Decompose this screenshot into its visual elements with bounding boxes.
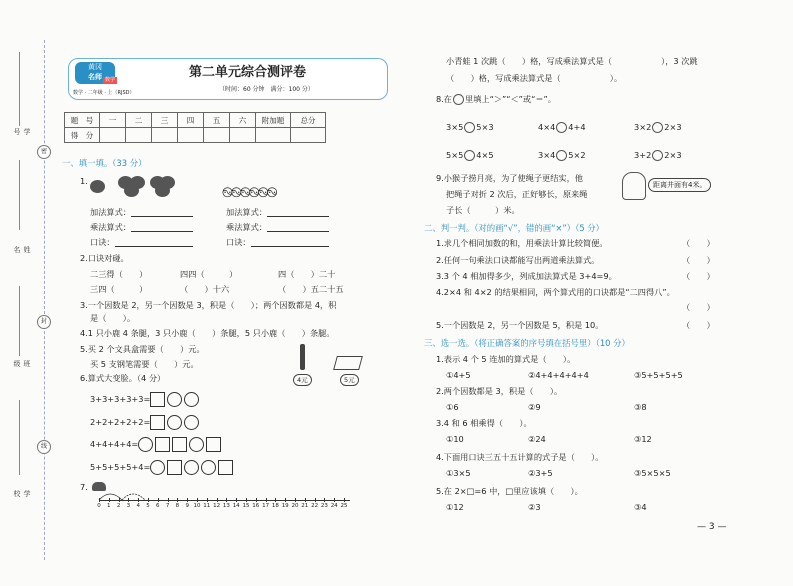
q7-continue-line2: （ ）格，写成乘法算式是（ ）。 [446,73,623,83]
ruler-tick [256,498,257,502]
ruler-label: 22 [311,503,319,509]
score-input[interactable] [256,128,291,143]
q5-line2: 买 5 支钢笔需要（ ）元。 [90,359,199,369]
score-input[interactable] [204,128,230,143]
score-cell: 得 分 [65,128,100,143]
seal-dashed-line [44,40,45,560]
score-cell: 题 号 [65,113,100,128]
q8-title-b: 里填上“＞”“＜”或“＝”。 [465,94,556,104]
q8-item [538,150,586,161]
binding-line [19,400,20,475]
score-input[interactable] [230,128,256,143]
ruler-tick [305,498,306,502]
q8-left: 4×4 [538,122,556,132]
ruler-label: 5 [146,503,150,509]
ruler-label: 17 [262,503,270,509]
ruler-tick [177,498,178,502]
q1-add-row-b [226,207,329,217]
compare-circle[interactable] [652,122,663,133]
choice-question: 4.下面用口诀三五十五计算的式子是（ ）。 [436,452,604,462]
choice-option[interactable]: ③4 [634,502,647,512]
score-value-row [65,128,326,143]
ruler-tick [295,498,296,502]
ruler-label: 12 [213,503,221,509]
ruler-label: 14 [232,503,240,509]
q1-add-label: 加法算式： [90,207,131,217]
brand-main: 名师 [88,73,102,81]
q8-left: 3×4 [538,150,556,160]
ruler-tick [275,498,276,502]
compare-circle[interactable] [652,150,663,161]
answer-circle[interactable] [189,437,204,452]
q2-item: 四（ ）二十 [278,269,336,279]
ruler-label: 13 [222,503,230,509]
q9-line1: 9.小猴子捞月亮，为了使绳子更结实，他 [436,173,583,183]
score-table [64,112,326,143]
choice-option[interactable]: ②9 [528,402,541,412]
answer-blank[interactable] [251,238,329,247]
section-3-heading: 三、选一选。（将正确答案的序号填在括号里）（10 分） [424,338,630,348]
brand-top: 黄冈 [88,63,102,71]
choice-option[interactable]: ②3+5 [528,468,553,478]
brand-tag: 数学 [105,77,116,83]
q8-right: 2×3 [664,122,682,132]
q1-kou-row-b [226,237,329,247]
number-ruler [95,500,350,514]
answer-circle[interactable] [184,415,199,430]
title-box [68,58,388,100]
candy-icon: ࿊ [266,185,276,201]
answer-blank[interactable] [131,223,193,232]
score-input[interactable] [100,128,126,143]
q8-right: 4+4 [568,122,586,132]
candy-icon: ࿊ [230,185,240,201]
score-cell: 附加题 [256,113,291,128]
binding-line [19,286,20,356]
q6-title: 6.算式大变脸。（4 分） [80,373,166,383]
q6-expr: 4+4+4+4= [90,439,139,449]
score-input[interactable] [126,128,152,143]
ruler-tick [168,498,169,502]
ruler-tick [285,498,286,502]
compare-circle[interactable] [464,150,475,161]
time-note: （时间：60 分钟 满分：100 分） [219,86,314,93]
candy-icon: ࿊ [222,185,231,201]
answer-circle[interactable] [184,460,199,475]
school-label: 学 校 [13,490,31,498]
ruler-tick [158,498,159,502]
answer-blank[interactable] [267,223,329,232]
ruler-tick [148,498,149,502]
ruler-label: 16 [252,503,260,509]
ruler-tick [128,498,129,502]
answer-square[interactable] [218,460,233,475]
answer-circle[interactable] [138,437,153,452]
q6-row-4 [90,460,235,475]
q2-item: （ ）十六 [180,284,230,294]
q8-title [436,94,556,105]
ruler-label: 15 [242,503,250,509]
score-cell: 五 [204,113,230,128]
choice-option[interactable]: ③12 [634,434,652,444]
score-input[interactable] [152,128,178,143]
q9-line2: 把绳子对折 2 次后，正好够长，原来绳 [446,189,588,199]
score-input[interactable] [178,128,204,143]
ruler-tick [344,498,345,502]
q8-item [446,150,494,161]
score-input[interactable] [291,128,326,143]
ruler-tick [324,498,325,502]
ruler-label: 7 [165,503,170,509]
ruler-label: 6 [156,503,160,509]
q8-item [634,122,682,133]
q6-expr: 3+3+3+3+3= [90,394,151,404]
candy-icon: ࿊ [248,185,258,201]
choice-option[interactable]: ①10 [446,434,464,444]
fruit-icon [124,184,139,197]
ruler-label: 9 [185,503,189,509]
q1-kou-label: 口诀： [90,237,115,247]
answer-square[interactable] [150,415,165,430]
ruler-label: 3 [126,503,131,509]
ruler-label: 0 [97,503,101,509]
choice-question: 1.表示 4 个 5 连加的算式是（ ）。 [436,354,576,364]
ruler-label: 2 [116,503,121,509]
q1-kou-row-a [90,237,193,247]
q3-line1: 3.一个因数是 2，另一个因数是 3，积是（ ）；两个因数都是 4，积 [80,300,337,310]
q8-right: 5×3 [476,122,494,132]
q1-mul-label: 乘法算式： [226,222,267,232]
q2-item: 二三得（ ） [90,269,148,279]
answer-blank[interactable] [115,238,193,247]
seal-mark: 密 [37,145,51,159]
answer-square[interactable] [167,460,182,475]
q8-right: 4×5 [476,150,494,160]
ruler-tick [99,498,100,502]
score-cell: 三 [152,113,178,128]
ruler-tick [109,498,110,502]
compare-circle[interactable] [464,122,475,133]
q8-item [634,150,682,161]
judge-item: 5.一个因数是 2，另一个因数是 5，积是 10。 [436,320,604,330]
seal-mark: 线 [37,440,51,454]
compare-circle[interactable] [556,122,567,133]
q6-row-1 [90,392,201,407]
answer-square[interactable] [172,437,187,452]
q6-expr: 2+2+2+2+2= [90,417,151,427]
seal-mark: 封 [37,315,51,329]
answer-circle[interactable] [167,392,182,407]
q2-title: 2.口诀对碰。 [80,253,129,263]
answer-square[interactable] [150,392,165,407]
fruit-icon [155,184,170,197]
answer-blank[interactable] [131,208,193,217]
ruler-tick [187,498,188,502]
answer-circle[interactable] [150,460,165,475]
q7-continue-line1: 小青蛙 1 次跳（ ）格，写成乘法算式是（ ），3 次跳 [446,56,698,66]
q2-item: 四四（ ） [180,269,238,279]
q8-item [538,122,586,133]
ruler-tick [119,498,120,502]
choice-option[interactable]: ①6 [446,402,459,412]
choice-question: 5.在 2×□=6 中，□里应该填（ ）。 [436,486,583,496]
q8-left: 3×5 [446,122,464,132]
judge-paren[interactable]: （ ） [682,302,715,312]
binding-line [19,52,20,126]
student-number-label: 学 号 [13,128,31,136]
q1-mul-row-b [226,222,329,232]
judge-item: 2.任何一句乘法口诀都能写出两道乘法算式。 [436,255,600,265]
ruler-tick [226,498,227,502]
fruit-icon [90,180,105,193]
q6-expr: 5+5+5+5+4= [90,462,151,472]
ruler-tick [334,498,335,502]
q5-line1: 5.买 2 个文具盒需要（ ）元。 [80,344,205,354]
ruler-tick [236,498,237,502]
page-title: 第二单元综合测评卷 [189,65,307,80]
judge-paren[interactable]: （ ） [682,320,715,330]
choice-option[interactable]: ②24 [528,434,546,444]
choice-option[interactable]: ①4+5 [446,370,471,380]
page-number-value: 3 [708,522,715,532]
grade-label: 数学 · 二年级 · 上（RJSD） [73,90,135,96]
q1-add-row-a [90,207,193,217]
candy-icon: ࿊ [257,185,267,201]
ruler-label: 25 [340,503,348,509]
answer-circle[interactable] [167,415,182,430]
q1-add-label: 加法算式： [226,207,267,217]
ruler-tick [266,498,267,502]
ruler-tick [315,498,316,502]
ruler-label: 18 [271,503,279,509]
compare-circle-icon [453,94,464,105]
judge-paren[interactable]: （ ） [682,238,715,248]
pen-price: 4元 [293,374,312,386]
answer-circle[interactable] [201,460,216,475]
score-cell: 总分 [291,113,326,128]
score-cell: 二 [126,113,152,128]
q7-number: 7. [80,482,88,492]
choice-option[interactable]: ①3×5 [446,468,471,478]
q8-left: 5×5 [446,150,464,160]
binding-line [19,160,20,230]
ruler-label: 20 [291,503,299,509]
answer-square[interactable] [155,437,170,452]
ruler-tick [207,498,208,502]
q1-mul-row-a [90,222,193,232]
class-label: 班 级 [13,360,31,368]
choice-option[interactable]: ③5×5×5 [634,468,671,478]
q1-kou-label: 口诀： [226,237,251,247]
ruler-label: 10 [193,503,201,509]
name-label: 姓 名 [13,246,31,254]
speech-bubble: 距离井面有4米。 [648,178,711,192]
ruler-tick [138,498,139,502]
judge-item: 1.求几个相同加数的和，用乘法计算比较简便。 [436,238,608,248]
section-1-heading: 一、填一填。（33 分） [62,158,147,168]
answer-blank[interactable] [267,208,329,217]
q8-right: 5×2 [568,150,586,160]
pencil-case-icon [333,356,363,370]
q3-line2: 是（ ）。 [90,313,136,323]
choice-option[interactable]: ③8 [634,402,647,412]
q6-row-2 [90,415,201,430]
ruler-label: 21 [301,503,309,509]
score-cell: 一 [100,113,126,128]
choice-question: 3.4 和 6 相乘得（ ）。 [436,418,532,428]
judge-item: 4.2×4 和 4×2 的结果相同，两个算式用的口诀都是“二四得八”。 [436,287,675,297]
q9-line3: 子长（ ）米。 [446,205,520,215]
answer-circle[interactable] [184,392,199,407]
pencil-case-price: 5元 [340,374,359,386]
candy-icon: ࿊ [239,185,249,201]
pen-icon [300,344,305,370]
judge-item: 3.3 个 4 相加得多少，列成加法算式是 3+4=9。 [436,271,617,281]
page-number: — 3 — [697,522,727,532]
judge-paren[interactable]: （ ） [682,255,715,265]
ruler-tick [197,498,198,502]
q4-text: 4.1 只小鹿 4 条腿，3 只小鹿（ ）条腿，5 只小鹿（ ）条腿。 [80,328,335,338]
choice-option[interactable]: ③5+5+5+5 [634,370,683,380]
ruler-label: 23 [320,503,328,509]
score-header-row [65,113,326,128]
ruler-label: 1 [107,503,111,509]
compare-circle[interactable] [556,150,567,161]
q8-title-a: 8.在 [436,94,452,104]
q2-item: 三四（ ） [90,284,148,294]
q8-left: 3+2 [634,150,652,160]
section-2-heading: 二、判一判。（对的画“√”，错的画“×”）（5 分） [424,223,605,233]
judge-paren[interactable]: （ ） [682,271,715,281]
ruler-label: 8 [175,503,180,509]
score-cell: 四 [178,113,204,128]
q8-left: 3×2 [634,122,652,132]
choice-question: 2.两个因数都是 3，积是（ ）。 [436,386,563,396]
ruler-label: 11 [203,503,211,509]
q8-item [446,122,494,133]
ruler-label: 24 [330,503,338,509]
choice-option[interactable]: ②3 [528,502,541,512]
q6-row-3 [90,437,223,452]
choice-option[interactable]: ①12 [446,502,464,512]
choice-option[interactable]: ②4+4+4+4+4 [528,370,589,380]
q2-item: （ ）五二十五 [278,284,344,294]
monkey-icon [622,172,646,200]
ruler-tick [217,498,218,502]
ruler-line [99,500,350,501]
q1-mul-label: 乘法算式： [90,222,131,232]
ruler-tick [246,498,247,502]
q8-right: 2×3 [664,150,682,160]
score-cell: 六 [230,113,256,128]
ruler-label: 19 [281,503,289,509]
q1-number: 1. [80,176,88,186]
answer-square[interactable] [206,437,221,452]
ruler-label: 4 [136,503,140,509]
